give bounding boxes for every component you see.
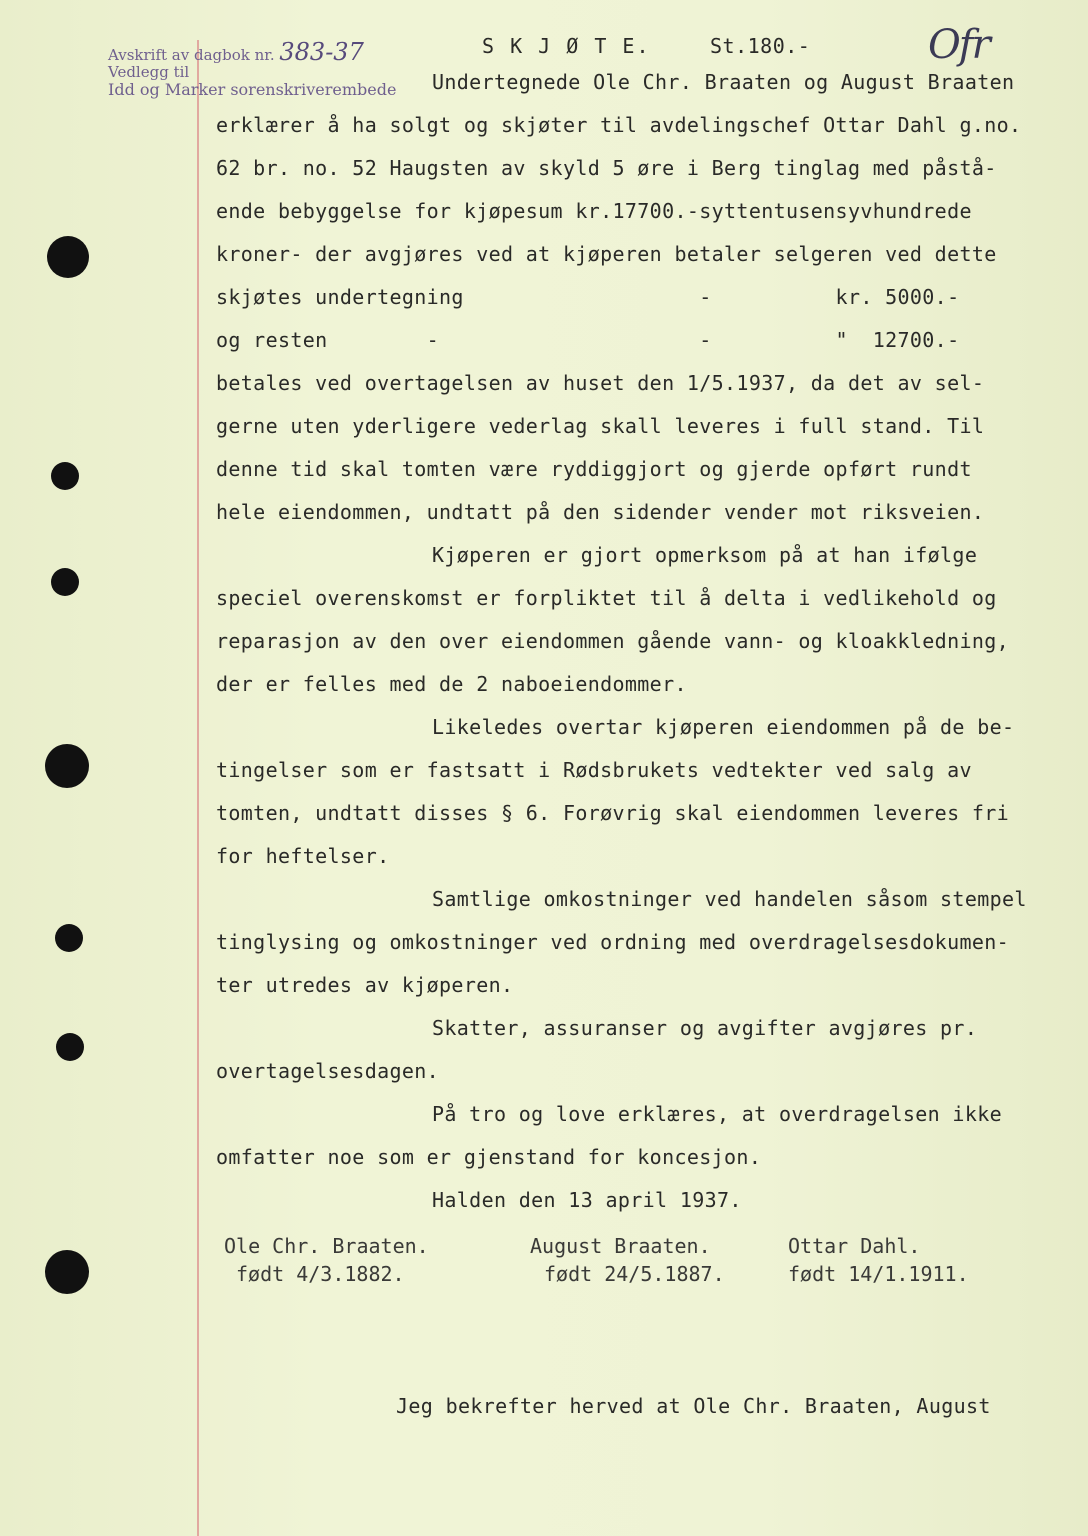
signature-name: Ole Chr. Braaten. [224, 1234, 429, 1258]
punch-hole [45, 1250, 89, 1294]
document-title: S K J Ø T E. [482, 34, 651, 58]
stamp-dagbok-label: dagbok nr. [194, 46, 275, 64]
signature-born: født 14/1.1911. [788, 1262, 969, 1286]
text-line: Samtlige omkostninger ved handelen såsom stempel [432, 887, 1027, 911]
margin-rule [197, 40, 199, 1536]
text-line: hele eiendommen, undtatt på den sidender vender mot riksveien. [216, 500, 985, 524]
signature-born: født 24/5.1887. [544, 1262, 725, 1286]
text-line: der er felles med de 2 naboeiendommer. [216, 672, 687, 696]
text-line: betales ved overtagelsen av huset den 1/5.1937, da det av sel- [216, 371, 985, 395]
text-line: tingelser som er fastsatt i Rødsbrukets vedtekter ved salg av [216, 758, 972, 782]
certification-line: Jeg bekrefter herved at Ole Chr. Braaten, August [396, 1394, 991, 1418]
text-line: På tro og love erklæres, at overdragelsen ikke [432, 1102, 1002, 1126]
stamp-dagbok-year: 37 [333, 38, 364, 66]
text-line: Skatter, assuranser og avgifter avgjøres pr. [432, 1016, 978, 1040]
text-line: Undertegnede Ole Chr. Braaten og August Braaten [432, 70, 1015, 94]
punch-hole [55, 924, 83, 952]
text-line: speciel overenskomst er forpliktet til å delta i vedlikehold og [216, 586, 997, 610]
text-line: omfatter noe som er gjenstand for koncesjon. [216, 1145, 762, 1169]
punch-hole [51, 462, 79, 490]
text-line: overtagelsesdagen. [216, 1059, 440, 1083]
text-line: tinglysing og omkostninger ved ordning med overdragelsesdokumen- [216, 930, 1010, 954]
stamp-dagbok-number: 383 [279, 38, 326, 66]
text-line: Kjøperen er gjort opmerksom på at han ifølge [432, 543, 978, 567]
text-line: erklærer å ha solgt og skjøter til avdelingschef Ottar Dahl g.no. [216, 113, 1022, 137]
text-line: gerne uten yderligere vederlag skall leveres i full stand. Til [216, 414, 985, 438]
registry-stamp [108, 38, 397, 99]
punch-hole [51, 568, 79, 596]
stamp-line-1: Avskrift av [108, 46, 190, 64]
text-line: tomten, undtatt disses § 6. Forøvrig skal eiendommen leveres fri [216, 801, 1010, 825]
text-line: 62 br. no. 52 Haugsten av skyld 5 øre i Berg tinglag med påstå- [216, 156, 997, 180]
stamp-line-3: Idd og Marker sorenskriverembede [108, 80, 397, 99]
text-line: kroner- der avgjøres ved at kjøperen betaler selgeren ved dette [216, 242, 997, 266]
signature-name: Ottar Dahl. [788, 1234, 921, 1258]
stamp-dagbok-sep: - [325, 38, 334, 66]
date-line: Halden den 13 april 1937. [432, 1188, 742, 1212]
document-reference: St.180.- [710, 34, 811, 58]
text-line: og resten - - " 12700.- [216, 328, 960, 352]
handwritten-initials: Ofr [928, 22, 989, 68]
punch-hole [45, 744, 89, 788]
punch-hole [56, 1033, 84, 1061]
text-line: Likeledes overtar kjøperen eiendommen på de be- [432, 715, 1015, 739]
text-line: reparasjon av den over eiendommen gående vann- og kloakkledning, [216, 629, 1010, 653]
text-line: for heftelser. [216, 844, 390, 868]
signature-born: født 4/3.1882. [236, 1262, 405, 1286]
punch-hole [47, 236, 89, 278]
text-line: ter utredes av kjøperen. [216, 973, 514, 997]
text-line: skjøtes undertegning - kr. 5000.- [216, 285, 960, 309]
stamp-line-2: Vedlegg til [108, 63, 190, 81]
text-line: denne tid skal tomten være ryddiggjort og gjerde opført rundt [216, 457, 972, 481]
signature-name: August Braaten. [530, 1234, 711, 1258]
text-line: ende bebyggelse for kjøpesum kr.17700.-syttentusensyvhundrede [216, 199, 972, 223]
